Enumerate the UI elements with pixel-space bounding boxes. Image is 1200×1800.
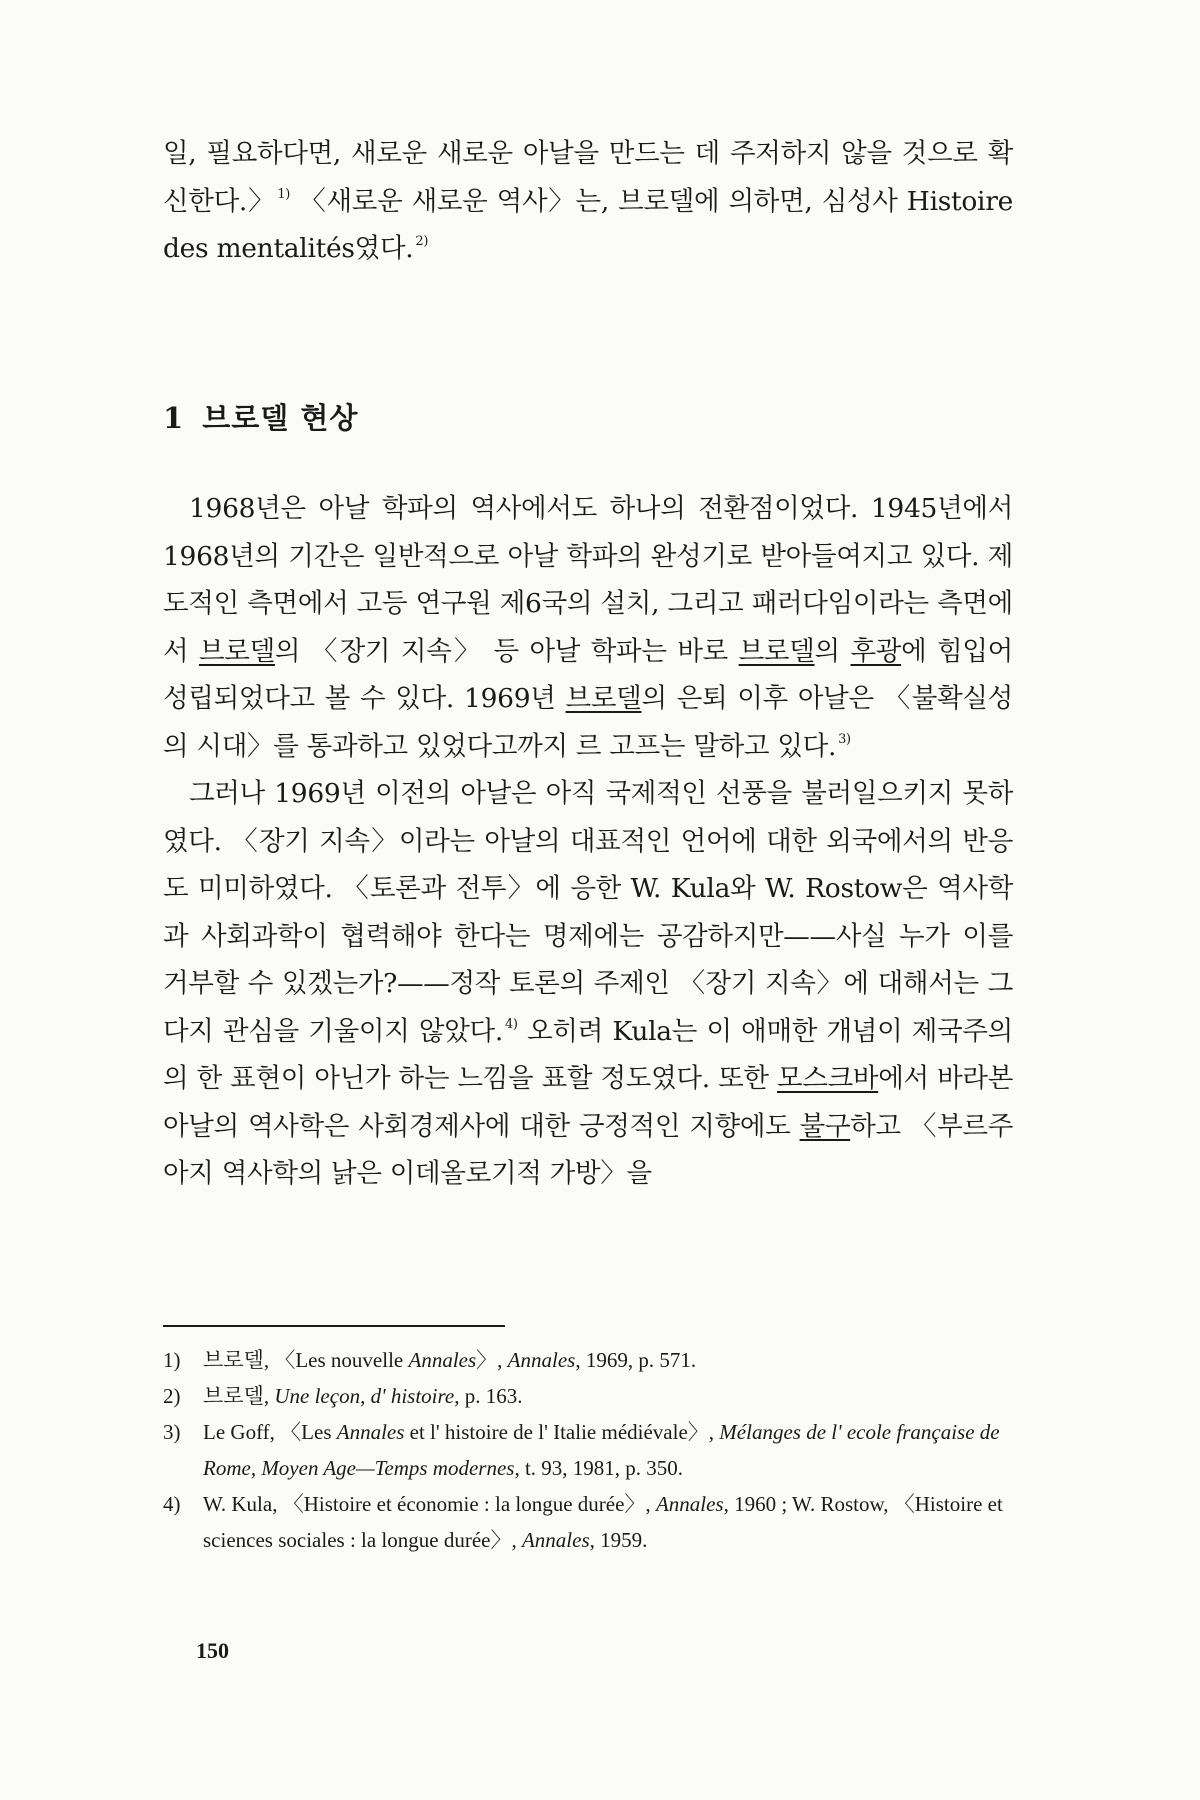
footnote-divider [163, 1325, 505, 1327]
underlined-text: 브로델 [198, 635, 275, 667]
body-paragraph: 1968년은 아날 학파의 역사에서도 하나의 전환점이었다. 1945년에서 1968년의 기간은 일반적으로 아날 학파의 완성기로 받아들여지고 있다. 제도적인 측면에서 고등 연구원 제6국의 설치, 그리고 패러다임이라는 측면에서 브로델의 〈장기 지속〉 등 아날 학파는 바로 브로델의 후광에 힘입어 성립되었다고 볼 수 있다. 1969년 브로델의 은퇴 이후 아날은 〈불확실성의 시대〉를 통과하고 있었다고까지 르 고프는 말하고 있다. $^{3)}$ [163, 493, 1013, 762]
footnote-ref: 4) [504, 1016, 518, 1032]
underlined-text: 불구 [799, 1110, 851, 1142]
footnote-item [163, 1486, 1013, 1558]
footnotes [163, 1342, 1013, 1558]
underlined-text: 후광 [850, 635, 902, 667]
underlined-text: 브로델 [738, 635, 815, 667]
footnote-item [163, 1378, 1013, 1414]
footnote-item [163, 1342, 1013, 1378]
footnote-item [163, 1414, 1013, 1486]
underlined-text: 브로델 [565, 683, 642, 714]
body-paragraph: 그러나 1969년 이전의 아날은 아직 국제적인 선풍을 불러일으키지 못하였다. 〈장기 지속〉이라는 아날의 대표적인 언어에 대한 외국에서의 반응도 미미하였다. 〈토론과 전투〉에 응한 W. Kula와 W. Rostow은 역사학과 사회과학이 협력해야 한다는 명제에는 공감하지만——사실 누가 이를 거부할 수 있겠는가?——정작 토론의 주제인 〈장기 지속〉에 대해서는 그다지 관심을 기울이지 않았다. $^{4)}$ 오히려 Kula는 이 애매한 개념이 제국주의의 한 표현이 아닌가 하는 느낌을 표할 정도였다. 또한 모스크바에서 바라본 아날의 역사학은 사회경제사에 대한 긍정적인 지향에도 불구하고 〈부르주아지 역사학의 낡은 이데올로기적 가방〉을 [163, 778, 1014, 1189]
footnote-number: 2) [163, 1384, 181, 1408]
underlined-text: 모스크바 [777, 1063, 879, 1094]
page-number: 150 [196, 1638, 229, 1663]
footnote-text: 브로델, Une leçon, d' histoire, p. 163. [203, 1384, 523, 1408]
footnote-number: 3) [163, 1420, 181, 1444]
footnote-ref: 2) [415, 234, 429, 249]
footnote-text: W. Kula, 〈Histoire et économie : la longue durée〉, Annales, 1960 ; W. Rostow, 〈Histoire et sciences sociales : la longue durée〉, Annales, 1959. [203, 1492, 1003, 1552]
footnote-ref: 3) [838, 731, 851, 747]
section-body [163, 485, 1013, 1198]
opening-paragraph [163, 130, 1013, 273]
section-number: 1 [163, 401, 185, 435]
section-heading [163, 396, 358, 437]
footnote-text: Le Goff, 〈Les Annales et l' histoire de l' Italie médiévale〉, Mélanges de l' ecole française de Rome, Moyen Age—Temps modernes, t. 93, 1981, p. 350. [203, 1420, 1000, 1480]
footnote-number: 4) [163, 1492, 181, 1516]
footnote-number: 1) [163, 1348, 181, 1372]
section-title: 브로델 현상 [202, 401, 359, 435]
footnote-ref: 1) [277, 186, 291, 202]
body-paragraph: 일, 필요하다면, 새로운 새로운 아날을 만드는 데 주저하지 않을 것으로 확신한다.〉 $^{1)}$ 〈새로운 새로운 역사〉는, 브로델에 의하면, 심성사 Histoire des mentalités였다. $^{2)}$ [163, 138, 1014, 264]
footnote-text: 브로델, 〈Les nouvelle Annales〉, Annales, 1969, p. 571. [203, 1348, 697, 1372]
